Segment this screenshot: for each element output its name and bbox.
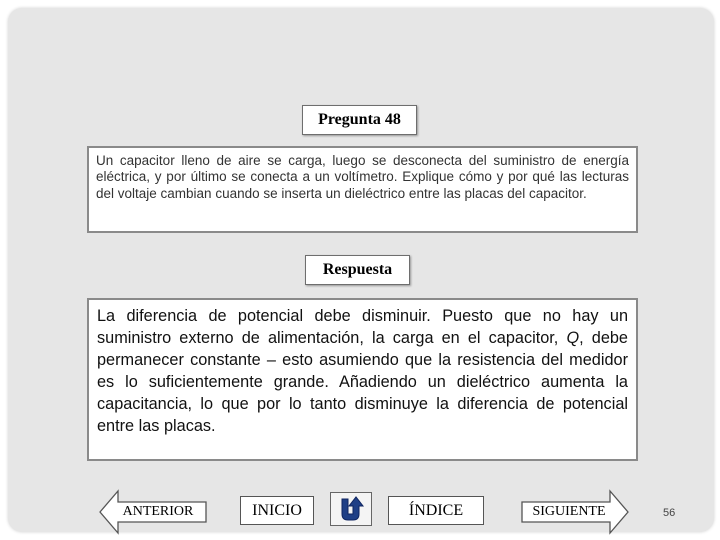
answer-text-box bbox=[87, 298, 638, 461]
question-title bbox=[302, 105, 417, 135]
index-button[interactable] bbox=[388, 496, 484, 525]
question-text-box bbox=[87, 146, 638, 233]
answer-title bbox=[305, 255, 410, 285]
return-arrow-icon bbox=[336, 495, 366, 523]
home-button[interactable] bbox=[240, 496, 314, 525]
next-label[interactable]: SIGUIENTE bbox=[532, 504, 606, 519]
answer-text-part-2: , debe permanecer constante – esto asumiendo que la resistencia del medidor es lo suficientemente grande. Añadiendo un dieléctrico aumenta la capacitancia, lo que por lo tanto disminuye la diferencia de potencial entre las placas. bbox=[97, 329, 628, 435]
question-title-text: Pregunta 48 bbox=[318, 111, 401, 128]
charge-symbol: Q bbox=[566, 329, 580, 347]
return-button[interactable] bbox=[330, 492, 372, 526]
home-label: INICIO bbox=[252, 501, 302, 519]
index-label: ÍNDICE bbox=[408, 501, 464, 519]
page-number: 56 bbox=[663, 507, 676, 519]
previous-label[interactable]: ANTERIOR bbox=[122, 504, 194, 519]
answer-text-part-1: La diferencia de potencial debe disminuir. Puesto que no hay un suministro externo de alimentación, la carga en el capacitor, bbox=[97, 307, 628, 347]
question-text: Un capacitor lleno de aire se carga, luego se desconecta del suministro de energía eléctrica, y por último se conecta a un voltímetro. Explique cómo y por qué las lecturas del voltaje cambian cuando se inserta un dieléctrico entre las placas del capacitor. bbox=[96, 153, 629, 201]
answer-title-text: Respuesta bbox=[322, 261, 393, 278]
